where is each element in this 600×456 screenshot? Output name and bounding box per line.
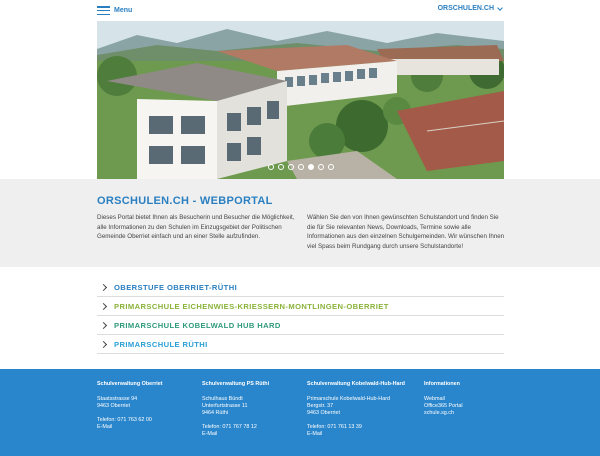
school-name: PRIMARSCHULE RÜTHI <box>114 339 208 349</box>
slider-dot-active[interactable] <box>308 164 314 170</box>
school-list <box>97 278 504 354</box>
footer-email-link[interactable]: E-Mail <box>202 431 218 438</box>
slider-dot[interactable] <box>328 164 334 170</box>
footer-line: Schulhaus Bündt <box>202 396 243 403</box>
intro-text-left: Dieses Portal bietet Ihnen als Besucherin und Besucher die Möglichkeit, alle Informationen zu den Schulen im Einzugsgebiet der Politischen Gemeinde Oberriet einfach und an einer Stelle aufzufinden. <box>97 214 295 241</box>
hero-image <box>97 21 504 179</box>
footer-col-title: Schulverwaltung Oberriet <box>97 381 163 387</box>
school-name: OBERSTUFE OBERRIET-RÜTHI <box>114 282 238 292</box>
footer-street: Staatsstrasse 94 <box>97 396 138 403</box>
footer-street: Unterfurtstrasse 11 <box>202 403 248 410</box>
intro-section <box>0 179 600 267</box>
slider-dot[interactable] <box>268 164 274 170</box>
site-switch-dropdown[interactable] <box>438 5 502 12</box>
school-link-primarschule-ruethi[interactable] <box>97 335 504 354</box>
footer-city: 9463 Oberriet <box>307 410 340 417</box>
hamburger-icon <box>97 6 110 15</box>
footer-col-title: Informationen <box>424 381 460 387</box>
hero-slider <box>97 21 504 179</box>
school-link-oberstufe-oberriet-ruethi[interactable] <box>97 278 504 297</box>
slider-dot[interactable] <box>288 164 294 170</box>
menu-label: Menu <box>114 7 133 14</box>
footer-street: Bergstr. 37 <box>307 403 334 410</box>
footer-col-kobelwald <box>307 381 405 439</box>
footer-line: Primarschule Kobelwald-Hub-Hard <box>307 396 390 403</box>
chevron-right-icon <box>100 302 107 309</box>
footer-email-link[interactable]: E-Mail <box>307 431 323 438</box>
page-title: ORSCHULEN.CH - WEBPORTAL <box>97 195 273 207</box>
chevron-right-icon <box>100 340 107 347</box>
footer-col-ruethi <box>202 381 269 439</box>
top-bar <box>0 0 600 21</box>
footer-link-office365[interactable]: Office365 Portal <box>424 403 463 410</box>
school-name: PRIMARSCHULE KOBELWALD HUB HARD <box>114 320 281 330</box>
footer-link-webmail[interactable]: Webmail <box>424 396 445 403</box>
footer-col-informationen <box>424 381 463 417</box>
school-link-primarschule-kobelwald[interactable] <box>97 316 504 335</box>
menu-button[interactable] <box>97 5 132 16</box>
footer-phone: Telefon: 071 763 62 00 <box>97 417 152 424</box>
slider-dot[interactable] <box>278 164 284 170</box>
chevron-right-icon <box>100 283 107 290</box>
school-name: PRIMARSCHULE EICHENWIES-KRIESSERN-MONTLINGEN-OBERRIET <box>114 301 389 311</box>
slider-dot[interactable] <box>318 164 324 170</box>
footer-col-title: Schulverwaltung Kobelwald-Hub-Hard <box>307 381 405 387</box>
school-link-primarschule-eichenwies[interactable] <box>97 297 504 316</box>
footer-email-link[interactable]: E-Mail <box>97 424 113 431</box>
chevron-right-icon <box>100 321 107 328</box>
slider-dot[interactable] <box>298 164 304 170</box>
site-switch-label: ORSCHULEN.CH <box>437 5 494 12</box>
footer-phone: Telefon: 071 761 13 39 <box>307 424 362 431</box>
intro-text-right: Wählen Sie den von Ihnen gewünschten Schulstandort und finden Sie die für Sie relevanten News, Downloads, Termine sowie alle Informationen aus den einzelnen Schulgemeinden. Wir wünschen Ihnen viel Spass beim Rundgang durch unsere Schulstandorte! <box>307 214 505 250</box>
footer-link-schule-sg[interactable]: schule.sg.ch <box>424 410 454 417</box>
footer-city: 9464 Rüthi <box>202 410 229 417</box>
footer-col-oberriet <box>97 381 163 431</box>
slider-dots <box>97 164 504 170</box>
footer-city: 9463 Oberriet <box>97 403 130 410</box>
footer <box>0 369 600 456</box>
footer-col-title: Schulverwaltung PS Rüthi <box>202 381 270 387</box>
footer-phone: Telefon: 071 767 78 12 <box>202 424 257 431</box>
chevron-down-icon <box>497 5 503 11</box>
